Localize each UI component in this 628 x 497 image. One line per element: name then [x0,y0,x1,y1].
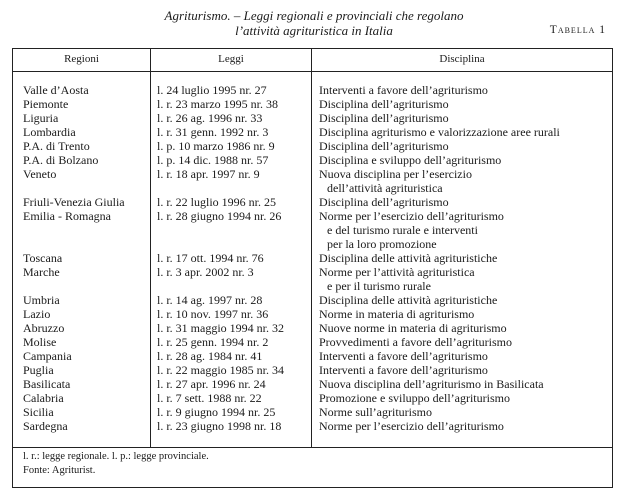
cell-disciplina [319,251,611,265]
table-row [13,363,612,377]
disciplina-line: Promozione e sviluppo dell’agriturismo [319,391,510,405]
cell-legge: l. r. 9 giugno 1994 nr. 25 [157,405,276,419]
table-row [13,167,612,195]
cell-regione: Liguria [23,111,59,125]
table-row [13,195,612,209]
disciplina-line: Interventi a favore dell’agriturismo [319,363,488,377]
table-row [13,293,612,307]
table-body [13,83,612,433]
cell-regione: Basilicata [23,377,71,391]
cell-disciplina [319,321,611,335]
cell-legge: l. r. 23 marzo 1995 nr. 38 [157,97,278,111]
disciplina-line: Disciplina dell’agriturismo [319,97,449,111]
cell-legge: l. r. 28 ag. 1984 nr. 41 [157,349,263,363]
disciplina-line: Disciplina delle attività agrituristiche [319,251,498,265]
table-row [13,405,612,419]
table-reference: Tabella 1 [549,24,606,36]
disciplina-line: Nuove norme in materia di agriturismo [319,321,507,335]
disciplina-line: Disciplina delle attività agrituristiche [319,293,498,307]
disciplina-line: Disciplina dell’agriturismo [319,139,449,153]
table-row [13,97,612,111]
cell-disciplina [319,195,611,209]
cell-disciplina [319,97,611,111]
cell-disciplina [319,265,611,293]
disciplina-line: Norme sull’agriturismo [319,405,432,419]
cell-regione: Campania [23,349,72,363]
disciplina-line: Norme per l’esercizio dell’agriturismo [319,419,504,433]
disciplina-line: Norme in materia di agriturismo [319,307,475,321]
cell-disciplina [319,293,611,307]
table-row [13,139,612,153]
cell-regione: Lazio [23,307,51,321]
table-row [13,307,612,321]
cell-legge: l. r. 18 apr. 1997 nr. 9 [157,167,260,181]
disciplina-line: Provvedimenti a favore dell’agriturismo [319,335,512,349]
cell-legge: l. r. 22 luglio 1996 nr. 25 [157,195,277,209]
cell-disciplina [319,405,611,419]
cell-regione: Abruzzo [23,321,65,335]
disciplina-line: Nuova disciplina per l’esercizio [319,167,472,181]
cell-disciplina [319,307,611,321]
cell-regione: P.A. di Trento [23,139,90,153]
cell-regione: Veneto [23,167,57,181]
table-row [13,251,612,265]
cell-legge: l. 24 luglio 1995 nr. 27 [157,83,267,97]
footnote-abbreviations: l. r.: legge regionale. l. p.: legge provinciale. [23,451,209,462]
table-row [13,265,612,293]
table-row [13,83,612,97]
cell-legge: l. r. 31 genn. 1992 nr. 3 [157,125,269,139]
cell-disciplina [319,111,611,125]
disciplina-line: dell’attività agrituristica [327,181,443,195]
cell-disciplina [319,125,611,139]
disciplina-line: Norme per l’attività agrituristica [319,265,475,279]
cell-disciplina [319,83,611,97]
header-leggi: Leggi [218,53,244,65]
cell-disciplina [319,209,611,251]
cell-legge: l. r. 31 maggio 1994 nr. 32 [157,321,284,335]
table-row [13,377,612,391]
disciplina-line: Interventi a favore dell’agriturismo [319,83,488,97]
disciplina-line: Disciplina agriturismo e valorizzazione aree rurali [319,125,560,139]
cell-regione: Emilia - Romagna [23,209,111,223]
disciplina-line: e per il turismo rurale [327,279,431,293]
table-row [13,391,612,405]
cell-disciplina [319,419,611,433]
cell-disciplina [319,335,611,349]
header-disciplina: Disciplina [439,53,485,65]
disciplina-line: Disciplina dell’agriturismo [319,195,449,209]
table-row [13,209,612,251]
table-row [13,111,612,125]
cell-regione: Calabria [23,391,64,405]
table-row [13,321,612,335]
table-header [13,49,612,72]
cell-regione: Piemonte [23,97,69,111]
header-regioni: Regioni [64,53,99,65]
table-row [13,335,612,349]
footnote-source: Fonte: Agriturist. [23,465,96,476]
cell-regione: Toscana [23,251,63,265]
title-line-2: l’attività agrituristica in Italia [235,23,393,38]
cell-regione: Puglia [23,363,54,377]
cell-legge: l. r. 10 nov. 1997 nr. 36 [157,307,269,321]
cell-disciplina [319,167,611,195]
cell-legge: l. r. 27 apr. 1996 nr. 24 [157,377,266,391]
table-row [13,153,612,167]
table-footnotes [13,447,612,478]
cell-regione: Valle d’Aosta [23,83,89,97]
cell-disciplina [319,391,611,405]
table-frame [12,48,613,488]
table-title [0,8,628,38]
cell-legge: l. r. 3 apr. 2002 nr. 3 [157,265,254,279]
cell-legge: l. r. 23 giugno 1998 nr. 18 [157,419,282,433]
cell-regione: Sardegna [23,419,68,433]
cell-legge: l. r. 7 sett. 1988 nr. 22 [157,391,262,405]
cell-regione: Umbria [23,293,60,307]
table-row [13,349,612,363]
disciplina-line: per la loro promozione [327,237,437,251]
cell-regione: Lombardia [23,125,76,139]
cell-regione: Friuli-Venezia Giulia [23,195,125,209]
disciplina-line: Norme per l’esercizio dell’agriturismo [319,209,504,223]
disciplina-line: Disciplina dell’agriturismo [319,111,449,125]
cell-disciplina [319,349,611,363]
cell-regione: P.A. di Bolzano [23,153,99,167]
cell-legge: l. r. 14 ag. 1997 nr. 28 [157,293,263,307]
cell-legge: l. r. 28 giugno 1994 nr. 26 [157,209,282,223]
cell-legge: l. r. 17 ott. 1994 nr. 76 [157,251,264,265]
title-line-1: Agriturismo. – Leggi regionali e provinciali che regolano [164,8,464,23]
cell-disciplina [319,153,611,167]
disciplina-line: Nuova disciplina dell’agriturismo in Basilicata [319,377,544,391]
disciplina-line: Interventi a favore dell’agriturismo [319,349,488,363]
cell-legge: l. r. 26 ag. 1996 nr. 33 [157,111,263,125]
disciplina-line: e del turismo rurale e interventi [327,223,478,237]
cell-disciplina [319,139,611,153]
disciplina-line: Disciplina e sviluppo dell’agriturismo [319,153,502,167]
cell-regione: Marche [23,265,60,279]
table-row [13,419,612,433]
cell-legge: l. p. 14 dic. 1988 nr. 57 [157,153,269,167]
cell-legge: l. r. 25 genn. 1994 nr. 2 [157,335,269,349]
cell-regione: Sicilia [23,405,54,419]
cell-disciplina [319,363,611,377]
cell-disciplina [319,377,611,391]
table-row [13,125,612,139]
cell-legge: l. r. 22 maggio 1985 nr. 34 [157,363,284,377]
cell-legge: l. p. 10 marzo 1986 nr. 9 [157,139,275,153]
cell-regione: Molise [23,335,57,349]
